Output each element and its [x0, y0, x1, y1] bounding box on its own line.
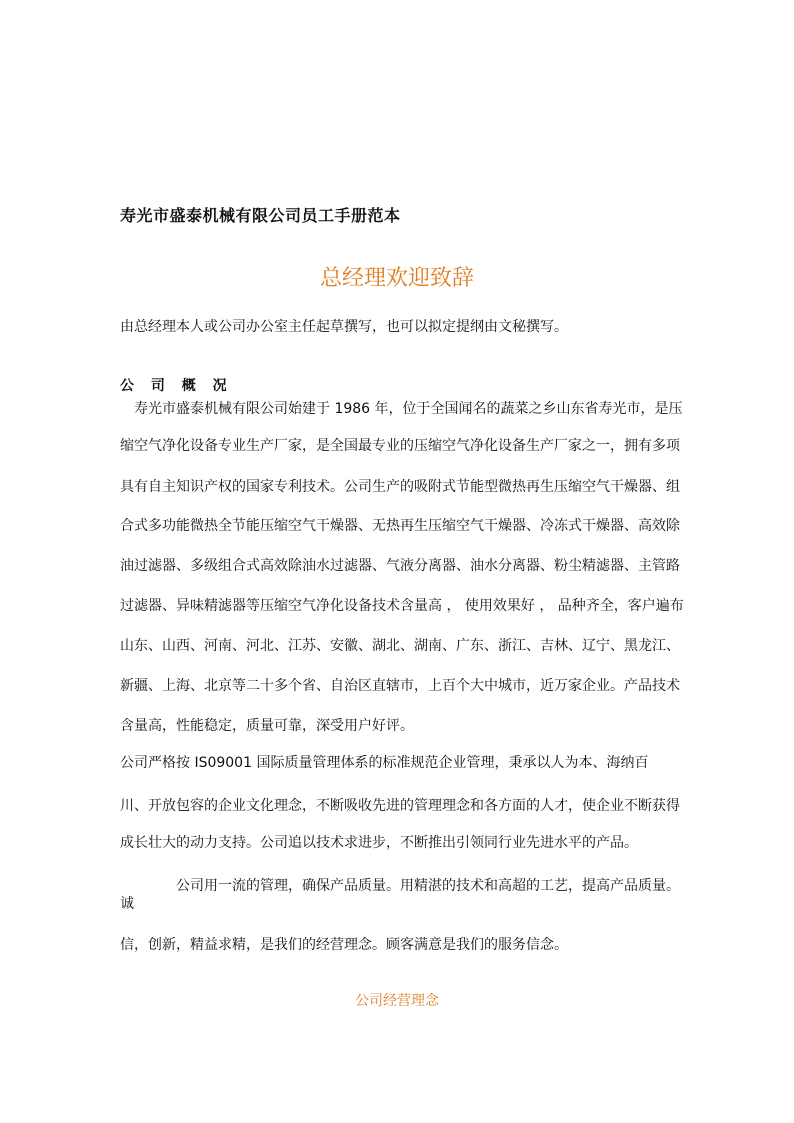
- document-title: 寿光市盛泰机械有限公司员工手册范本: [120, 206, 401, 225]
- overview-line: 公司严格按 IS09001 国际质量管理体系的标准规范企业管理，秉承以人为本、海纳百: [120, 755, 649, 771]
- overview-line: 含量高，性能稳定，质量可靠，深受用户好评。: [120, 718, 414, 734]
- overview-line: 川、开放包容的企业文化理念，不断吸收先进的管理理念和各方面的人才，使企业不断获得: [120, 798, 680, 814]
- overview-line: 诚: [120, 896, 134, 912]
- overview-heading: 公 司 概 况: [120, 378, 233, 394]
- overview-line: 信，创新，精益求精，是我们的经营理念。顾客满意是我们的服务信念。: [120, 937, 568, 953]
- overview-line: 具有自主知识产权的国家专利技术。公司生产的吸附式节能型微热再生压缩空气干燥器、组: [120, 479, 680, 495]
- overview-line: 寿光市盛泰机械有限公司始建于 1986 年，位于全国闻名的蔬菜之乡山东省寿光市，是压: [120, 401, 683, 417]
- overview-line: 过滤器、异味精滤器等压缩空气净化设备技术含量高 ， 使用效果好 ， 品种齐全，客户遍布: [120, 598, 684, 614]
- overview-line: 成长壮大的动力支持。公司追以技术求进步，不断推出引领同行业先进水平的产品。: [120, 835, 638, 851]
- overview-line: 山东、山西、河南、河北、江苏、安徽、湖北、湖南、广东、浙江、吉林、辽宁、黑龙江、: [120, 638, 680, 654]
- welcome-note: 由总经理本人或公司办公室主任起草撰写，也可以拟定提纲由文秘撰写。: [120, 319, 568, 335]
- welcome-heading: 总经理欢迎致辞: [319, 266, 474, 291]
- overview-line: 公司用一流的管理，确保产品质量。用精湛的技术和高超的工艺，提高产品质量。: [120, 878, 680, 894]
- overview-line: 油过滤器、多级组合式高效除油水过滤器、气液分离器、油水分离器、粉尘精滤器、主管路: [120, 558, 680, 574]
- management-heading: 公司经营理念: [355, 993, 439, 1009]
- overview-line: 缩空气净化设备专业生产厂家，是全国最专业的压缩空气净化设备生产厂家之一，拥有多项: [120, 438, 680, 454]
- overview-line: 新疆、上海、北京等二十多个省、自治区直辖市，上百个大中城市，近万家企业。产品技术: [120, 678, 680, 694]
- overview-line: 合式多功能微热全节能压缩空气干燥器、无热再生压缩空气干燥器、冷冻式干燥器、高效除: [120, 518, 680, 534]
